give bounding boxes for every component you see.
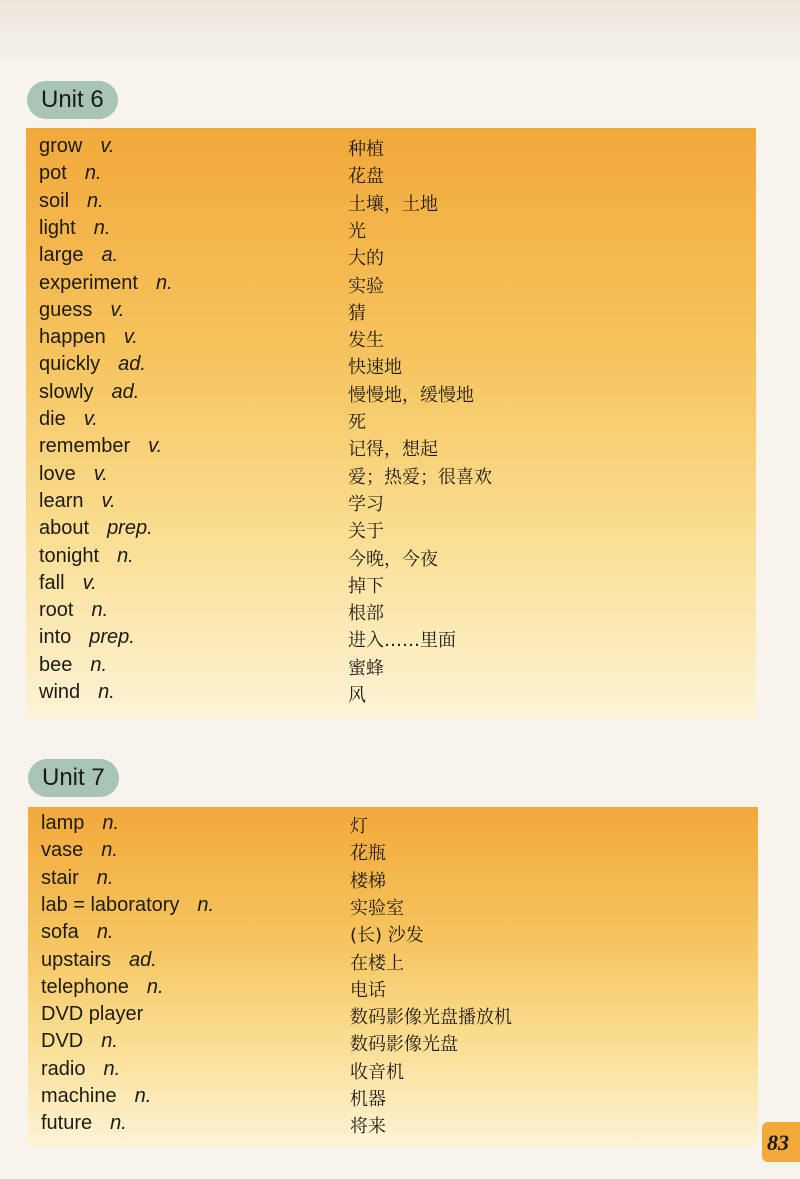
vocab-part-of-speech: n. [87, 189, 104, 212]
unit-6-badge: Unit 6 [27, 81, 118, 119]
vocab-meaning: 在楼上 [350, 952, 404, 974]
vocab-part-of-speech: ad. [118, 353, 146, 376]
vocab-term: vase [41, 839, 84, 862]
vocab-term: lab = laboratory [41, 893, 180, 916]
vocab-part-of-speech: n. [110, 1112, 127, 1135]
vocab-part-of-speech: n. [91, 599, 109, 622]
vocab-word [39, 135, 114, 158]
vocab-word [41, 1112, 127, 1135]
top-band [0, 0, 800, 60]
vocab-meaning: 进入……里面 [348, 630, 456, 652]
vocab-term: DVD [41, 1030, 84, 1053]
vocab-word [39, 353, 146, 376]
vocab-row [26, 381, 756, 408]
vocab-term: die [39, 408, 66, 430]
vocab-row [26, 681, 756, 708]
vocab-meaning: 慢慢地，缓慢地 [348, 384, 474, 406]
vocab-meaning: 花盘 [348, 166, 384, 188]
vocab-row [26, 217, 756, 244]
vocab-meaning: 收音机 [350, 1061, 404, 1083]
vocab-word [39, 490, 116, 513]
vocab-row [26, 135, 756, 162]
vocab-part-of-speech: v. [148, 435, 163, 458]
vocab-term: lamp [41, 812, 85, 834]
vocab-row [26, 463, 756, 490]
vocab-term: radio [41, 1057, 86, 1080]
vocab-row [28, 1085, 758, 1112]
vocab-part-of-speech: prep. [89, 626, 135, 649]
vocab-row [26, 326, 756, 353]
vocab-word [39, 463, 108, 486]
vocab-term: large [39, 244, 84, 267]
vocab-meaning: 实验 [348, 275, 384, 297]
vocab-part-of-speech: n. [102, 812, 120, 834]
vocab-row [26, 517, 756, 544]
vocab-meaning: (长) 沙发 [350, 925, 424, 947]
vocab-row [26, 572, 756, 599]
vocab-word [41, 1085, 151, 1108]
vocab-term: DVD player [41, 1003, 144, 1026]
vocab-row [28, 1112, 758, 1139]
vocab-meaning: 发生 [348, 330, 384, 352]
vocab-row [28, 1030, 758, 1057]
vocab-term: guess [39, 298, 93, 321]
vocab-part-of-speech: n. [96, 921, 114, 944]
vocab-term: light [39, 216, 76, 239]
unit-7-vocabulary-panel [28, 807, 758, 1147]
vocab-term: grow [39, 135, 83, 157]
vocab-term: future [41, 1112, 93, 1135]
vocab-part-of-speech: n. [155, 271, 173, 294]
unit-6-vocabulary-panel [26, 128, 756, 718]
vocab-part-of-speech: v. [100, 135, 115, 157]
vocab-term: upstairs [41, 948, 112, 971]
vocab-meaning: 大的 [348, 248, 384, 270]
vocab-meaning: 机器 [350, 1089, 386, 1110]
vocab-part-of-speech: n. [101, 1030, 118, 1053]
vocab-word [39, 545, 134, 568]
vocab-part-of-speech: ad. [111, 380, 140, 403]
vocab-part-of-speech: prep. [107, 517, 153, 540]
vocab-row [26, 353, 756, 380]
vocab-word [41, 921, 114, 944]
vocab-row [26, 545, 756, 572]
vocab-word [39, 272, 173, 295]
vocab-meaning: 蜜蜂 [348, 657, 384, 679]
vocab-word [39, 190, 104, 213]
vocab-row [26, 299, 756, 326]
vocab-row [26, 190, 756, 217]
vocab-meaning: 今晚，今夜 [348, 548, 438, 570]
vocab-term: stair [41, 866, 79, 889]
vocab-meaning: 花瓶 [350, 843, 386, 865]
vocab-row [26, 435, 756, 462]
vocab-word [41, 812, 119, 835]
vocab-meaning: 关于 [348, 521, 384, 543]
vocab-term: about [39, 517, 90, 540]
vocab-part-of-speech: v. [123, 326, 138, 349]
vocab-term: telephone [41, 975, 129, 998]
vocab-meaning: 爱；热爱；很喜欢 [348, 466, 492, 488]
vocab-term: into [39, 626, 72, 649]
vocab-row [28, 976, 758, 1003]
vocab-word [39, 162, 102, 185]
vocab-meaning: 种植 [348, 139, 384, 160]
vocab-term: pot [39, 162, 67, 185]
vocab-row [28, 1003, 758, 1030]
vocab-row [28, 949, 758, 976]
vocab-word [39, 381, 139, 404]
vocab-term: slowly [39, 380, 94, 403]
vocab-term: wind [39, 681, 81, 703]
vocab-word [39, 217, 110, 240]
vocab-row [26, 408, 756, 435]
vocab-row [28, 839, 758, 866]
vocab-meaning: 将来 [350, 1116, 386, 1138]
vocab-word [39, 654, 107, 677]
vocab-row [28, 921, 758, 948]
vocab-meaning: 光 [348, 220, 366, 242]
vocab-term: tonight [39, 544, 100, 567]
vocab-meaning: 风 [348, 685, 366, 706]
vocab-meaning: 实验室 [350, 897, 404, 919]
vocab-row [28, 867, 758, 894]
vocab-word [41, 1003, 143, 1026]
vocab-meaning: 根部 [348, 603, 384, 625]
vocab-meaning: 记得，想起 [348, 439, 438, 461]
vocab-part-of-speech: v. [83, 408, 98, 430]
vocab-term: love [39, 462, 76, 485]
vocab-part-of-speech: n. [103, 1057, 121, 1080]
vocab-row [26, 272, 756, 299]
vocab-word [39, 517, 153, 540]
vocab-word [39, 599, 108, 622]
vocab-word [39, 435, 162, 458]
vocab-meaning: 数码影像光盘播放机 [350, 1007, 512, 1029]
vocab-part-of-speech: a. [101, 244, 119, 267]
vocab-row [26, 599, 756, 626]
vocab-term: soil [39, 189, 70, 212]
vocab-word [39, 681, 115, 704]
vocab-meaning: 死 [348, 412, 366, 433]
vocab-part-of-speech: n. [90, 653, 108, 676]
vocab-part-of-speech: v. [101, 489, 116, 512]
vocab-row [28, 1058, 758, 1085]
vocab-word [39, 326, 138, 349]
vocab-meaning: 数码影像光盘 [350, 1034, 458, 1056]
vocab-term: sofa [41, 921, 79, 944]
vocab-part-of-speech: n. [84, 162, 102, 185]
vocab-meaning: 电话 [350, 979, 386, 1001]
vocab-word [41, 894, 214, 917]
vocab-part-of-speech: ad. [129, 948, 157, 971]
vocab-row [26, 244, 756, 271]
vocab-part-of-speech: v. [82, 571, 97, 594]
vocab-row [28, 894, 758, 921]
vocab-word [41, 839, 118, 862]
vocab-part-of-speech: n. [146, 975, 164, 998]
vocab-word [41, 867, 113, 890]
vocab-row [26, 490, 756, 517]
vocab-part-of-speech: v. [93, 462, 108, 485]
vocab-word [39, 626, 135, 649]
vocab-term: learn [39, 489, 84, 512]
vocab-row [26, 626, 756, 653]
vocab-term: happen [39, 326, 106, 349]
vocab-row [26, 654, 756, 681]
vocab-term: experiment [39, 271, 138, 294]
vocab-word [41, 976, 164, 999]
vocab-meaning: 猜 [348, 302, 366, 324]
vocab-part-of-speech: n. [93, 216, 111, 239]
vocab-term: remember [39, 435, 131, 458]
vocab-meaning: 快速地 [348, 357, 402, 379]
vocab-meaning: 土壤，土地 [348, 193, 438, 215]
vocab-part-of-speech: v. [110, 298, 125, 321]
vocab-word [39, 244, 118, 267]
vocab-term: quickly [39, 353, 101, 376]
vocab-part-of-speech: n. [101, 839, 118, 862]
vocab-word [39, 408, 98, 431]
vocab-meaning: 掉下 [348, 575, 384, 597]
vocab-part-of-speech: n. [98, 681, 115, 703]
vocab-meaning: 学习 [348, 493, 384, 515]
vocab-term: root [39, 599, 74, 622]
vocab-part-of-speech: n. [96, 866, 114, 889]
vocab-part-of-speech: n. [134, 1085, 152, 1107]
vocab-term: fall [39, 571, 65, 594]
vocab-meaning: 灯 [350, 816, 368, 837]
vocab-part-of-speech: n. [117, 544, 134, 567]
page-number-tab [762, 1122, 800, 1162]
vocab-word [41, 949, 157, 972]
vocab-word [39, 572, 97, 595]
vocab-row [28, 812, 758, 839]
page-number: 83 [767, 1130, 789, 1155]
vocab-word [41, 1030, 118, 1053]
unit-7-badge: Unit 7 [28, 759, 119, 797]
vocab-meaning: 楼梯 [350, 870, 386, 892]
vocab-part-of-speech: n. [197, 893, 215, 916]
vocab-term: bee [39, 653, 73, 676]
vocab-row [26, 162, 756, 189]
vocab-term: machine [41, 1085, 117, 1107]
vocab-word [41, 1058, 120, 1081]
vocab-word [39, 299, 124, 322]
